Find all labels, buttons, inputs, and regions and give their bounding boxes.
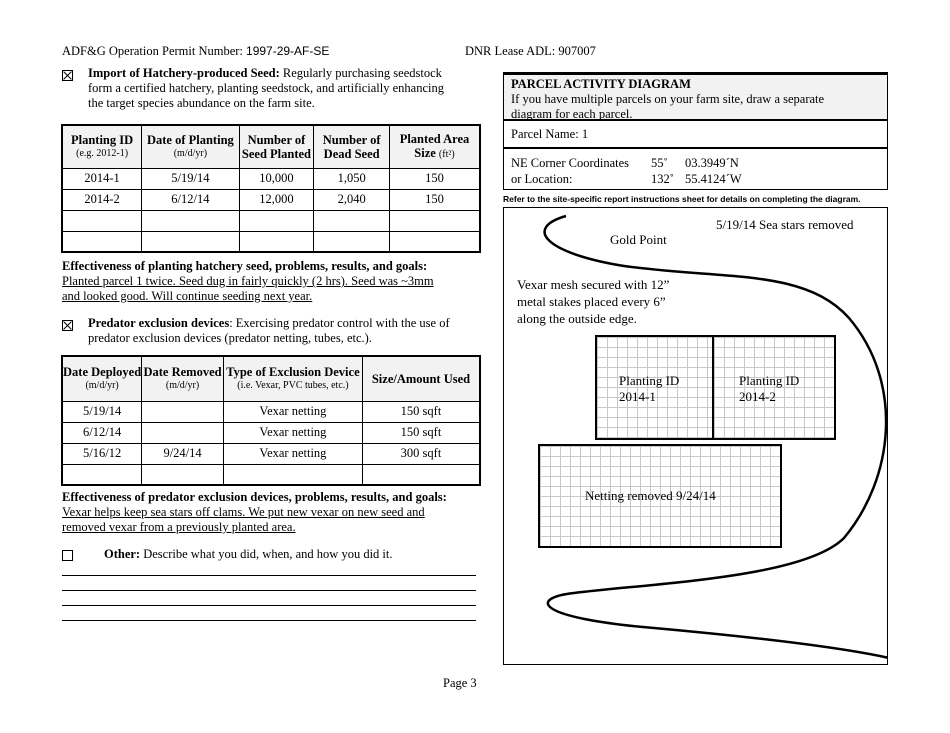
table-row: 5/16/12 9/24/14 Vexar netting 300 sqft [62,443,480,464]
coordinates-label: NE Corner Coordinates or Location: [511,156,630,186]
predator-effectiveness-title: Effectiveness of predator exclusion devices, problems, results, and goals: [62,490,447,504]
vexar-note: Vexar mesh secured with 12” metal stakes placed every 6” along the outside edge. [517,277,670,326]
predator-devices-title: Predator exclusion devices [88,316,230,330]
permit-number-line [62,44,329,59]
planting-effectiveness-title: Effectiveness of planting hatchery seed, problems, results, and goals: [62,259,428,273]
gold-point-label: Gold Point [610,232,667,247]
import-seed-title: Import of Hatchery-produced Seed: [88,66,280,80]
lease-label: DNR Lease ADL: [465,44,556,58]
col-seed-planted: Number of Seed Planted [239,125,314,168]
parcel-intro: If you have multiple parcels on your farm site, draw a separate diagram for each parcel. [511,92,825,121]
predator-devices-description: Predator exclusion devices: Exercising predator control with the use of predator exclusion devices (predator netting, tubes, etc.). [88,316,450,345]
col-size-amount: Size/Amount Used [362,356,480,401]
predator-devices-checkbox[interactable] [62,320,73,331]
col-date-of-planting: Date of Planting (m/d/yr) [142,125,239,168]
other-answer-line[interactable] [62,590,476,591]
permit-label: ADF&G Operation Permit Number: [62,44,243,58]
planting-effectiveness-line2[interactable]: and looked good. Will continue seeding next year. [62,289,313,303]
plot-2014-1[interactable]: Planting ID 2014-1 [595,335,714,440]
col-exclusion-type: Type of Exclusion Device (i.e. Vexar, PVC tubes, etc.) [223,356,362,401]
predator-effectiveness-line1[interactable]: Vexar helps keep sea stars off clams. We put new vexar on new seed and [62,505,425,519]
lease-line [465,44,596,59]
diagram-instructions: Refer to the site-specific report instructions sheet for details on completing the diagram. [503,194,861,204]
table-row [62,231,480,252]
import-seed-checkbox[interactable] [62,70,73,81]
table-row: 2014-1 5/19/14 10,000 1,050 150 [62,168,480,189]
other-checkbox[interactable] [62,550,73,561]
col-planting-id: Planting ID (e.g. 2012-1) [62,125,142,168]
col-dead-seed: Number of Dead Seed [314,125,390,168]
sea-stars-note: 5/19/14 Sea stars removed [716,217,854,232]
other-description: Other: Describe what you did, when, and how you did it. [104,547,393,561]
other-answer-line[interactable] [62,620,476,621]
predator-effectiveness-line2[interactable]: removed vexar from a previously planted area. [62,520,296,534]
plot-2014-2[interactable]: Planting ID 2014-2 [712,335,836,440]
col-date-removed: Date Removed (m/d/yr) [142,356,224,401]
other-title: Other: [104,547,141,561]
planting-table-header [62,125,480,168]
other-answer-line[interactable] [62,605,476,606]
col-planted-area: Planted Area Size (ft²) [389,125,480,168]
parcel-diagram-canvas[interactable] [503,207,888,665]
table-row [62,210,480,231]
import-seed-description: Import of Hatchery-produced Seed: Regularly purchasing seedstock form a certified hatchery, planting seedstock, and artificially enhancing the target species abundance on the farm site. [88,66,444,110]
parcel-coordinates-box [503,148,888,190]
parcel-name-label: Parcel Name: [511,127,579,141]
planting-effectiveness-line1[interactable]: Planted parcel 1 twice. Seed dug in fairly quickly (2 hrs). Seed was ~3mm [62,274,434,288]
parcel-name-box [503,120,888,148]
table-row: 2014-2 6/12/14 12,000 2,040 150 [62,189,480,210]
parcel-diagram-header [503,72,888,120]
permit-number: 1997-29-AF-SE [246,44,330,58]
planting-effectiveness [62,259,482,304]
predator-table [61,355,481,486]
predator-table-header [62,356,480,401]
parcel-diagram-title: PARCEL ACTIVITY DIAGRAM [511,77,691,91]
table-row: 6/12/14 Vexar netting 150 sqft [62,422,480,443]
coordinates-minutes[interactable]: 03.3949´N 55.4124´W [685,156,742,186]
netting-removed-area[interactable]: Netting removed 9/24/14 [538,444,782,548]
other-answer-line[interactable] [62,575,476,576]
table-row [62,464,480,485]
parcel-name-value[interactable]: 1 [581,127,589,141]
predator-effectiveness [62,490,482,535]
table-row: 5/19/14 Vexar netting 150 sqft [62,401,480,422]
coordinates-degrees[interactable]: 55˚ 132˚ [651,156,674,186]
lease-number: 907007 [558,44,596,58]
planting-table [61,124,481,253]
col-date-deployed: Date Deployed (m/d/yr) [62,356,142,401]
page-number: Page 3 [443,676,477,690]
